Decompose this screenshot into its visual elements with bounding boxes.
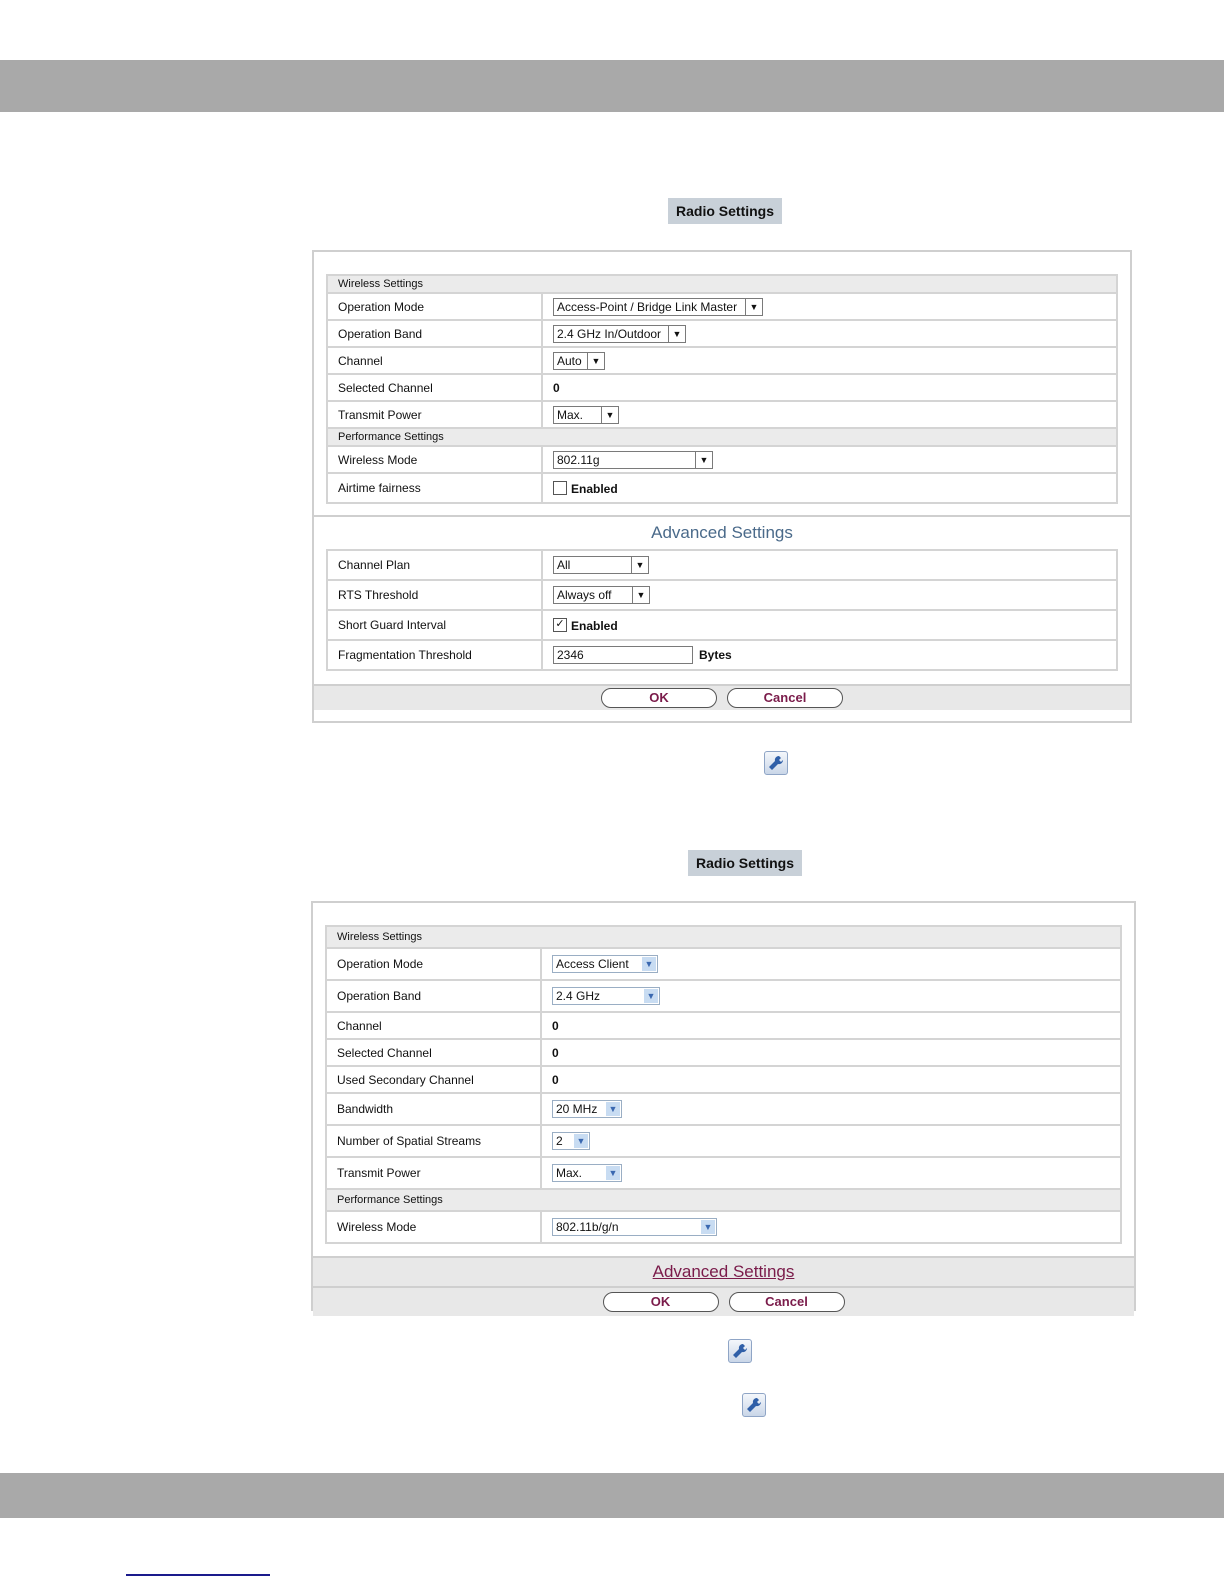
wireless-settings-table-2: [325, 925, 1122, 1244]
rts-threshold-label: RTS Threshold: [327, 580, 542, 610]
rts-threshold-select[interactable]: Always off ▼: [553, 586, 650, 604]
selected-channel-label: Selected Channel: [327, 374, 542, 401]
operation-mode-select[interactable]: Access-Point / Bridge Link Master ▼: [553, 298, 763, 316]
advanced-settings-link[interactable]: Advanced Settings: [313, 1256, 1134, 1286]
table-row: [327, 550, 1117, 580]
operation-mode-label: Operation Mode: [326, 948, 541, 980]
channel-plan-label: Channel Plan: [327, 550, 542, 580]
wireless-mode-select[interactable]: 802.11g ▼: [553, 451, 713, 469]
chevron-down-icon: ▼: [587, 353, 604, 369]
wrench-icon-svg: [745, 1396, 763, 1414]
chevron-down-icon: ▼: [601, 407, 618, 423]
wrench-icon-svg: [767, 754, 785, 772]
bottom-bar: [0, 1473, 1224, 1518]
advanced-settings-heading: Advanced Settings: [651, 523, 793, 542]
fragmentation-threshold-input[interactable]: 2346: [553, 646, 693, 664]
chevron-down-icon: ▼: [642, 957, 656, 971]
table-row: [326, 948, 1121, 980]
table-row: [326, 1012, 1121, 1039]
transmit-power-select[interactable]: Max. ▼: [553, 406, 619, 424]
used-secondary-channel-value: 0: [552, 1072, 559, 1087]
table-row: [327, 374, 1117, 401]
wrench-icon: [742, 1393, 766, 1417]
spatial-streams-select[interactable]: 2 ▼: [552, 1132, 590, 1150]
radio-settings-panel-1: [312, 250, 1132, 723]
table-row: [326, 1039, 1121, 1066]
button-bar-1: [314, 684, 1130, 710]
airtime-fairness-enabled-label: Enabled: [571, 481, 618, 496]
chevron-down-icon: ▼: [574, 1134, 588, 1148]
table-row: [327, 347, 1117, 374]
table-row: [326, 1157, 1121, 1189]
button-bar-2: [313, 1286, 1134, 1316]
channel-label: Channel: [327, 347, 542, 374]
operation-band-select[interactable]: 2.4 GHz ▼: [552, 987, 660, 1005]
airtime-fairness-checkbox[interactable]: [553, 481, 567, 495]
short-guard-interval-label: Short Guard Interval: [327, 610, 542, 640]
cancel-button[interactable]: Cancel: [727, 688, 843, 708]
ok-button[interactable]: OK: [601, 688, 717, 708]
operation-band-label: Operation Band: [326, 980, 541, 1012]
channel-plan-select[interactable]: All ▼: [553, 556, 649, 574]
table-row: [327, 580, 1117, 610]
channel-value: 0: [552, 1018, 559, 1033]
chevron-down-icon: ▼: [644, 989, 658, 1003]
transmit-power-select[interactable]: Max. ▼: [552, 1164, 622, 1182]
chevron-down-icon: ▼: [695, 452, 712, 468]
top-header-bar: [0, 60, 1224, 112]
radio-settings-title-1: Radio Settings: [668, 198, 782, 224]
selected-channel-label: Selected Channel: [326, 1039, 541, 1066]
fragmentation-threshold-label: Fragmentation Threshold: [327, 640, 542, 670]
selected-channel-value: 0: [552, 1045, 559, 1060]
wrench-icon: [764, 751, 788, 775]
chevron-down-icon: ▼: [631, 557, 648, 573]
selected-channel-value: 0: [553, 380, 560, 395]
short-guard-enabled-label: Enabled: [571, 618, 618, 633]
table-row: [327, 293, 1117, 320]
table-row: [327, 473, 1117, 503]
cancel-button[interactable]: Cancel: [729, 1292, 845, 1312]
table-row: [327, 320, 1117, 347]
table-row: [327, 610, 1117, 640]
wireless-settings-table-1: [326, 274, 1118, 504]
chevron-down-icon: ▼: [606, 1102, 620, 1116]
airtime-fairness-label: Airtime fairness: [327, 473, 542, 503]
chevron-down-icon: ▼: [745, 299, 762, 315]
bytes-unit-label: Bytes: [699, 648, 732, 662]
spatial-streams-label: Number of Spatial Streams: [326, 1125, 541, 1157]
ok-button[interactable]: OK: [603, 1292, 719, 1312]
chevron-down-icon: ▼: [632, 587, 649, 603]
table-row: [326, 1211, 1121, 1243]
footer-rule: [126, 1574, 270, 1576]
radio-settings-panel-2: [311, 901, 1136, 1311]
section-header-wireless: Wireless Settings: [327, 275, 1117, 293]
wireless-mode-label: Wireless Mode: [326, 1211, 541, 1243]
bandwidth-select[interactable]: 20 MHz ▼: [552, 1100, 622, 1118]
transmit-power-label: Transmit Power: [327, 401, 542, 428]
bandwidth-label: Bandwidth: [326, 1093, 541, 1125]
table-row: [327, 446, 1117, 473]
section-header-wireless: Wireless Settings: [326, 926, 1121, 948]
wrench-icon-svg: [731, 1342, 749, 1360]
table-row: [326, 1066, 1121, 1093]
channel-select[interactable]: Auto ▼: [553, 352, 605, 370]
advanced-settings-table: [326, 549, 1118, 671]
wrench-icon: [728, 1339, 752, 1363]
table-row: [326, 980, 1121, 1012]
table-row: [326, 1125, 1121, 1157]
chevron-down-icon: ▼: [606, 1166, 620, 1180]
wireless-mode-label: Wireless Mode: [327, 446, 542, 473]
used-secondary-channel-label: Used Secondary Channel: [326, 1066, 541, 1093]
table-row: [327, 401, 1117, 428]
short-guard-interval-checkbox[interactable]: ✓: [553, 618, 567, 632]
radio-settings-title-2: Radio Settings: [688, 850, 802, 876]
section-header-performance: Performance Settings: [326, 1189, 1121, 1211]
chevron-down-icon: ▼: [668, 326, 685, 342]
section-header-performance: Performance Settings: [327, 428, 1117, 446]
operation-mode-label: Operation Mode: [327, 293, 542, 320]
channel-label: Channel: [326, 1012, 541, 1039]
operation-band-label: Operation Band: [327, 320, 542, 347]
operation-band-select[interactable]: 2.4 GHz In/Outdoor ▼: [553, 325, 686, 343]
transmit-power-label: Transmit Power: [326, 1157, 541, 1189]
wireless-mode-select[interactable]: 802.11b/g/n ▼: [552, 1218, 717, 1236]
advanced-settings-section: [314, 515, 1130, 710]
chevron-down-icon: ▼: [701, 1220, 715, 1234]
table-row: [327, 640, 1117, 670]
table-row: [326, 1093, 1121, 1125]
operation-mode-select[interactable]: Access Client ▼: [552, 955, 658, 973]
